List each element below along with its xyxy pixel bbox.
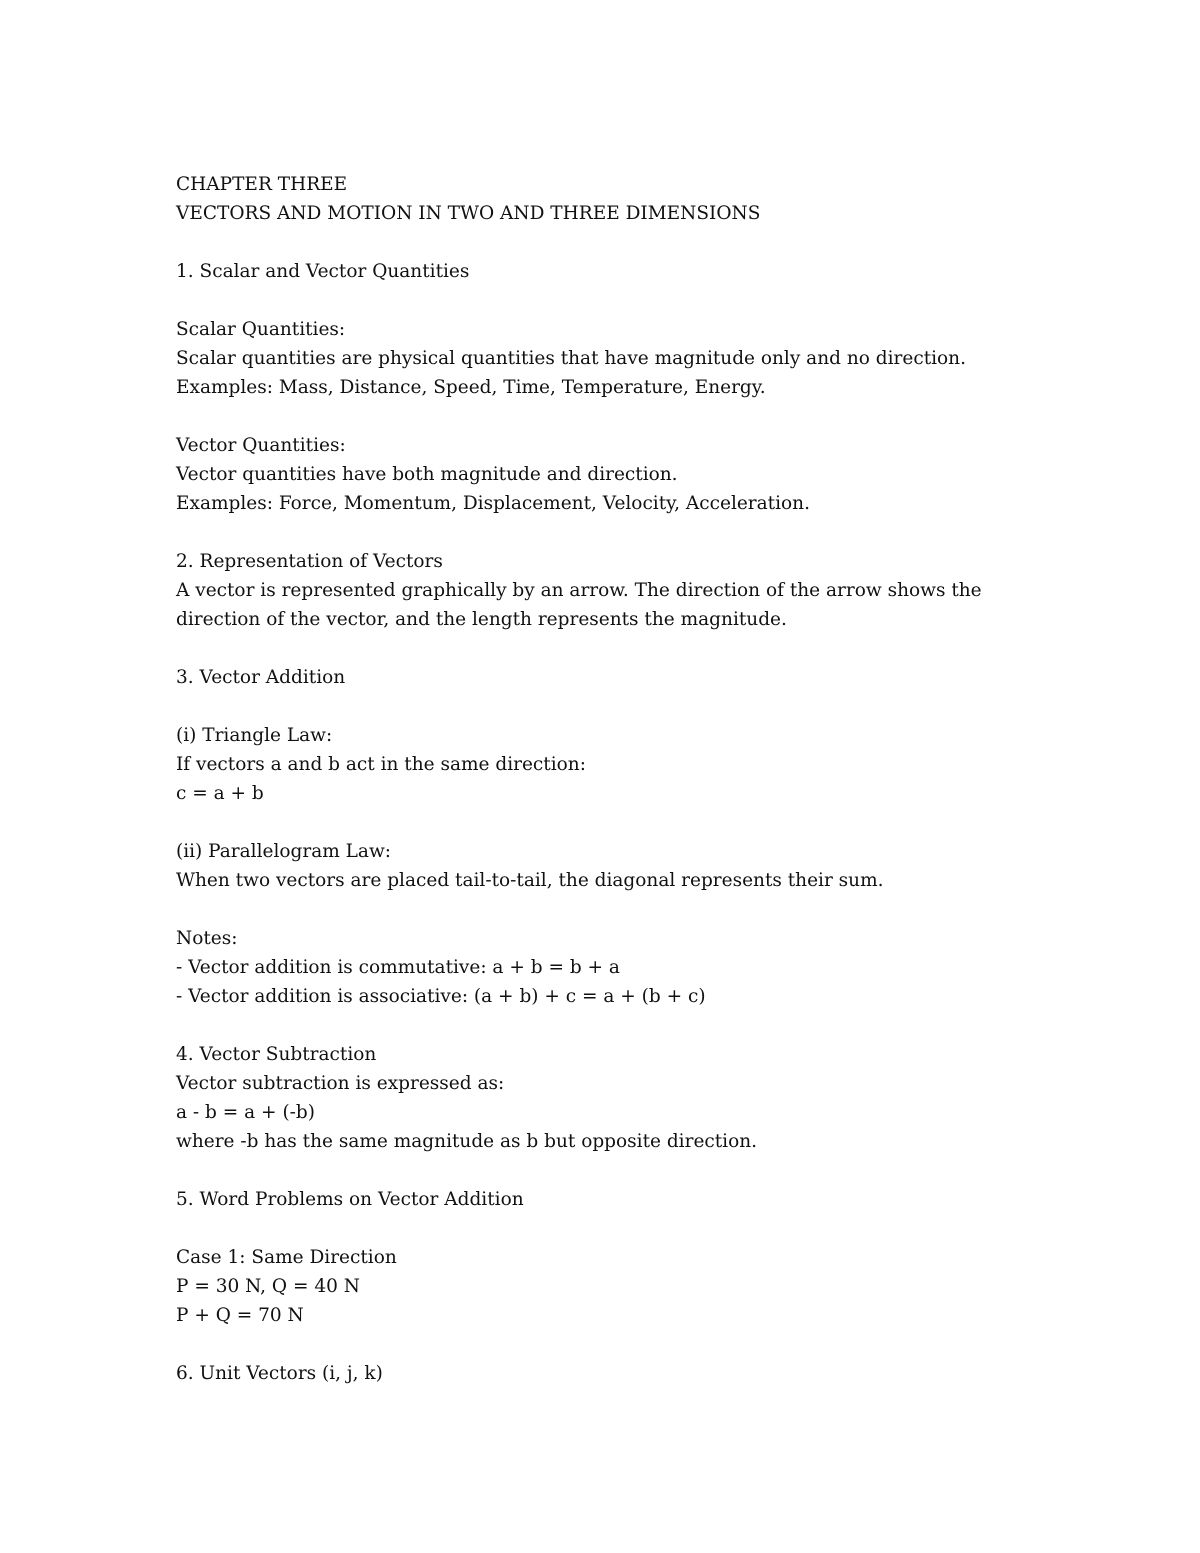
scalar-examples: Examples: Mass, Distance, Speed, Time, Temperature, Energy. xyxy=(176,377,766,398)
spacer xyxy=(176,286,1056,315)
spacer xyxy=(176,1214,1056,1243)
parallelogram-law-text: When two vectors are placed tail-to-tail, the diagonal represents their sum. xyxy=(176,870,884,891)
spacer xyxy=(176,808,1056,837)
case-1-given: P = 30 N, Q = 40 N xyxy=(176,1276,360,1297)
section-6-heading: 6. Unit Vectors (i, j, k) xyxy=(176,1363,383,1384)
spacer xyxy=(176,1156,1056,1185)
triangle-law-formula: c = a + b xyxy=(176,783,264,804)
spacer xyxy=(176,1011,1056,1040)
triangle-law-text: If vectors a and b act in the same direction: xyxy=(176,754,586,775)
chapter-label: CHAPTER THREE xyxy=(176,174,348,195)
spacer xyxy=(176,692,1056,721)
section-2-heading: 2. Representation of Vectors xyxy=(176,551,443,572)
note-commutative: - Vector addition is commutative: a + b = b + a xyxy=(176,957,620,978)
vector-label: Vector Quantities: xyxy=(176,435,346,456)
notes-label: Notes: xyxy=(176,928,238,949)
document-body xyxy=(176,170,1056,1388)
section-1-heading: 1. Scalar and Vector Quantities xyxy=(176,261,470,282)
scalar-definition: Scalar quantities are physical quantities that have magnitude only and no direction. xyxy=(176,348,966,369)
scalar-label: Scalar Quantities: xyxy=(176,319,346,340)
section-4-heading: 4. Vector Subtraction xyxy=(176,1044,377,1065)
subtraction-line-2: where -b has the same magnitude as b but opposite direction. xyxy=(176,1131,758,1152)
parallelogram-law-label: (ii) Parallelogram Law: xyxy=(176,841,392,862)
vector-examples: Examples: Force, Momentum, Displacement, Velocity, Acceleration. xyxy=(176,493,810,514)
section-5-heading: 5. Word Problems on Vector Addition xyxy=(176,1189,524,1210)
subtraction-line-1: Vector subtraction is expressed as: xyxy=(176,1073,505,1094)
representation-line-1: A vector is represented graphically by an arrow. The direction of the arrow shows the xyxy=(176,580,982,601)
case-1-result: P + Q = 70 N xyxy=(176,1305,304,1326)
representation-line-2: direction of the vector, and the length represents the magnitude. xyxy=(176,609,787,630)
spacer xyxy=(176,402,1056,431)
subtraction-formula: a - b = a + (-b) xyxy=(176,1102,315,1123)
triangle-law-label: (i) Triangle Law: xyxy=(176,725,333,746)
chapter-title: VECTORS AND MOTION IN TWO AND THREE DIMENSIONS xyxy=(176,203,761,224)
spacer xyxy=(176,1330,1056,1359)
spacer xyxy=(176,634,1056,663)
vector-definition: Vector quantities have both magnitude and direction. xyxy=(176,464,678,485)
case-1-label: Case 1: Same Direction xyxy=(176,1247,397,1268)
spacer xyxy=(176,518,1056,547)
spacer xyxy=(176,228,1056,257)
note-associative: - Vector addition is associative: (a + b) + c = a + (b + c) xyxy=(176,986,706,1007)
section-3-heading: 3. Vector Addition xyxy=(176,667,346,688)
spacer xyxy=(176,895,1056,924)
